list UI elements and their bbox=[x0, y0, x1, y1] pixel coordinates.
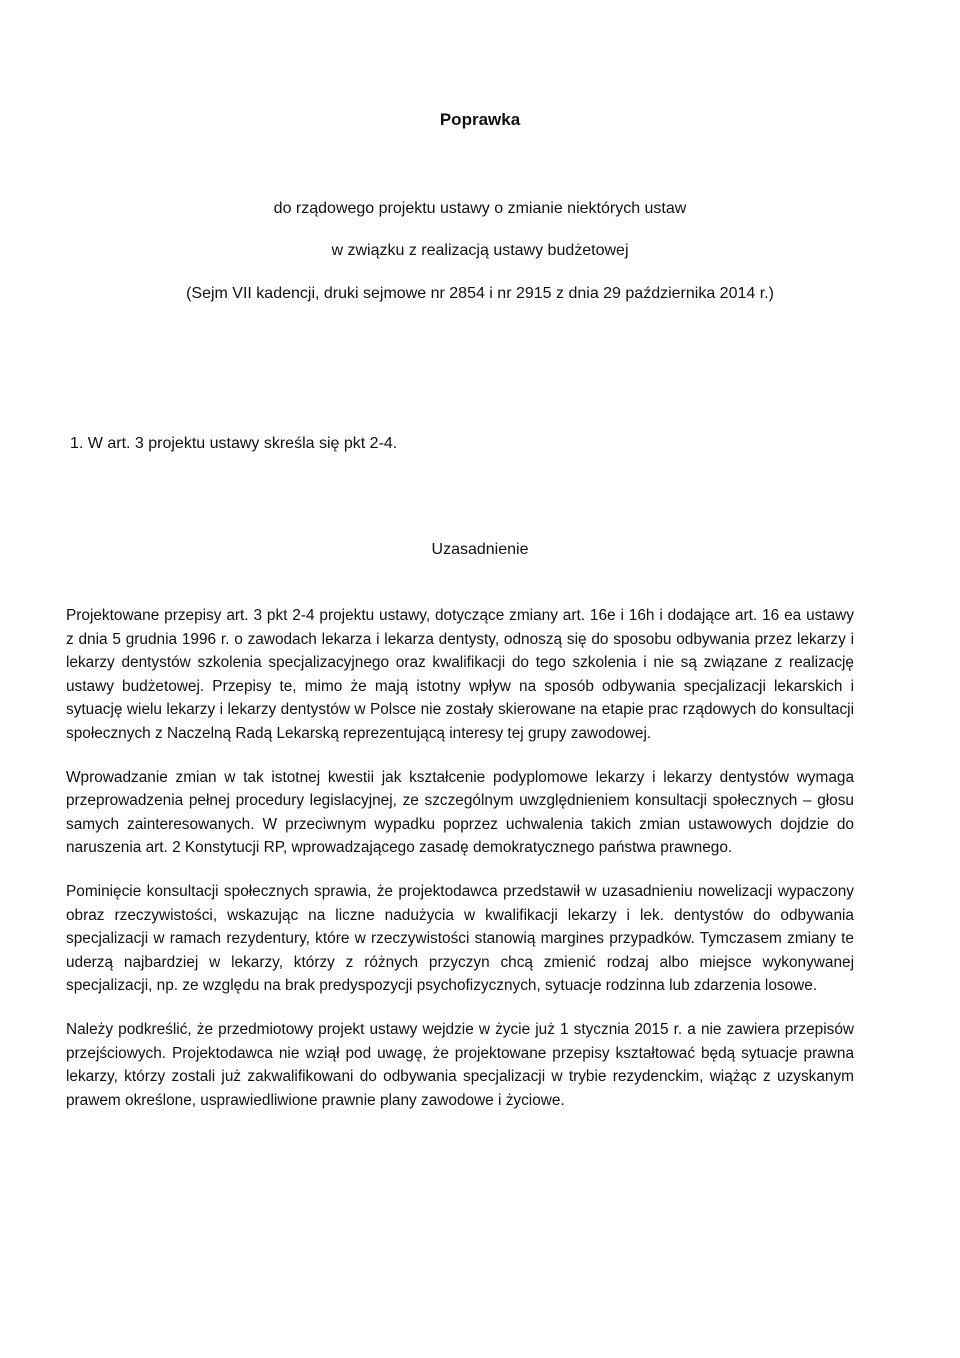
paragraph-2: Wprowadzanie zmian w tak istotnej kwestii jak kształcenie podyplomowe lekarzy i lekarzy dentystów wymaga przeprowadzenia pełnej procedury legislacyjnej, ze szczególnym uwzględnieniem konsultacji społecznych – głosu samych zainteresowanych. W przeciwnym wypadku poprzez uchwalenia takich zmian ustawowych dojdzie do naruszenia art. 2 Konstytucji RP, wprowadzającego zasadę demokratycznego państwa prawnego. bbox=[66, 768, 854, 857]
justification-body bbox=[66, 604, 854, 1132]
justification-heading: Uzasadnienie bbox=[431, 541, 529, 558]
amendment-item: 1. W art. 3 projektu ustawy skreśla się pkt 2-4. bbox=[70, 435, 398, 452]
document-title: Poprawka bbox=[439, 110, 521, 129]
paragraph-4: Należy podkreślić, że przedmiotowy projekt ustawy wejdzie w życie już 1 stycznia 2015 r. a nie zawiera przepisów przejściowych. Projektodawca nie wziął pod uwagę, że projektowane przepisy kształtować będą sytuacje prawna lekarzy, którzy zostali już zakwalifikowani do odbywania specjalizacji w trybie rezydenckim, wiążąc z uzyskanym prawem określone, usprawiedliwione prawnie plany zawodowe i życiowe. bbox=[66, 1020, 854, 1109]
subtitle-line-1: do rządowego projektu ustawy o zmianie niektórych ustaw bbox=[273, 200, 687, 217]
paragraph-1: Projektowane przepisy art. 3 pkt 2-4 projektu ustawy, dotyczące zmiany art. 16e i 16h i dodające art. 16 ea ustawy z dnia 5 grudnia 1996 r. o zawodach lekarza i lekarza dentysty, odnoszą się do sposobu odbywania przez lekarzy i lekarzy dentystów szkolenia specjalizacyjnego oraz kwalifikacji do tego szkolenia i nie są związane z realizację ustawy budżetowej. Przepisy te, mimo że mają istotny wpływ na sposób odbywania specjalizacji lekarskich i sytuację wielu lekarzy i lekarzy dentystów w Polsce nie zostały skierowane na etapie prac rządowych do konsultacji społecznych z Naczelną Radą Lekarską reprezentującą interesy tej grupy zawodowej. bbox=[66, 607, 854, 742]
subtitle-line-3: (Sejm VII kadencji, druki sejmowe nr 2854 i nr 2915 z dnia 29 października 2014 r.) bbox=[186, 285, 774, 302]
subtitle-line-2: w związku z realizacją ustawy budżetowej bbox=[331, 242, 629, 259]
paragraph-3: Pominięcie konsultacji społecznych sprawia, że projektodawca przedstawił w uzasadnieniu nowelizacji wypaczony obraz rzeczywistości, wskazując na liczne nadużycia w kwalifikacji lekarzy i lek. dentystów do odbywania specjalizacji w ramach rezydentury, które w rzeczywistości stanowią margines przypadków. Tymczasem zmiany te uderzą najbardziej w lekarzy, którzy z różnych przyczyn chcą zmienić rodzaj albo miejsce wykonywanej specjalizacji, np. ze względu na brak predyspozycji psychofizycznych, sytuacje rodzinna lub zdarzenia losowe. bbox=[66, 882, 854, 995]
